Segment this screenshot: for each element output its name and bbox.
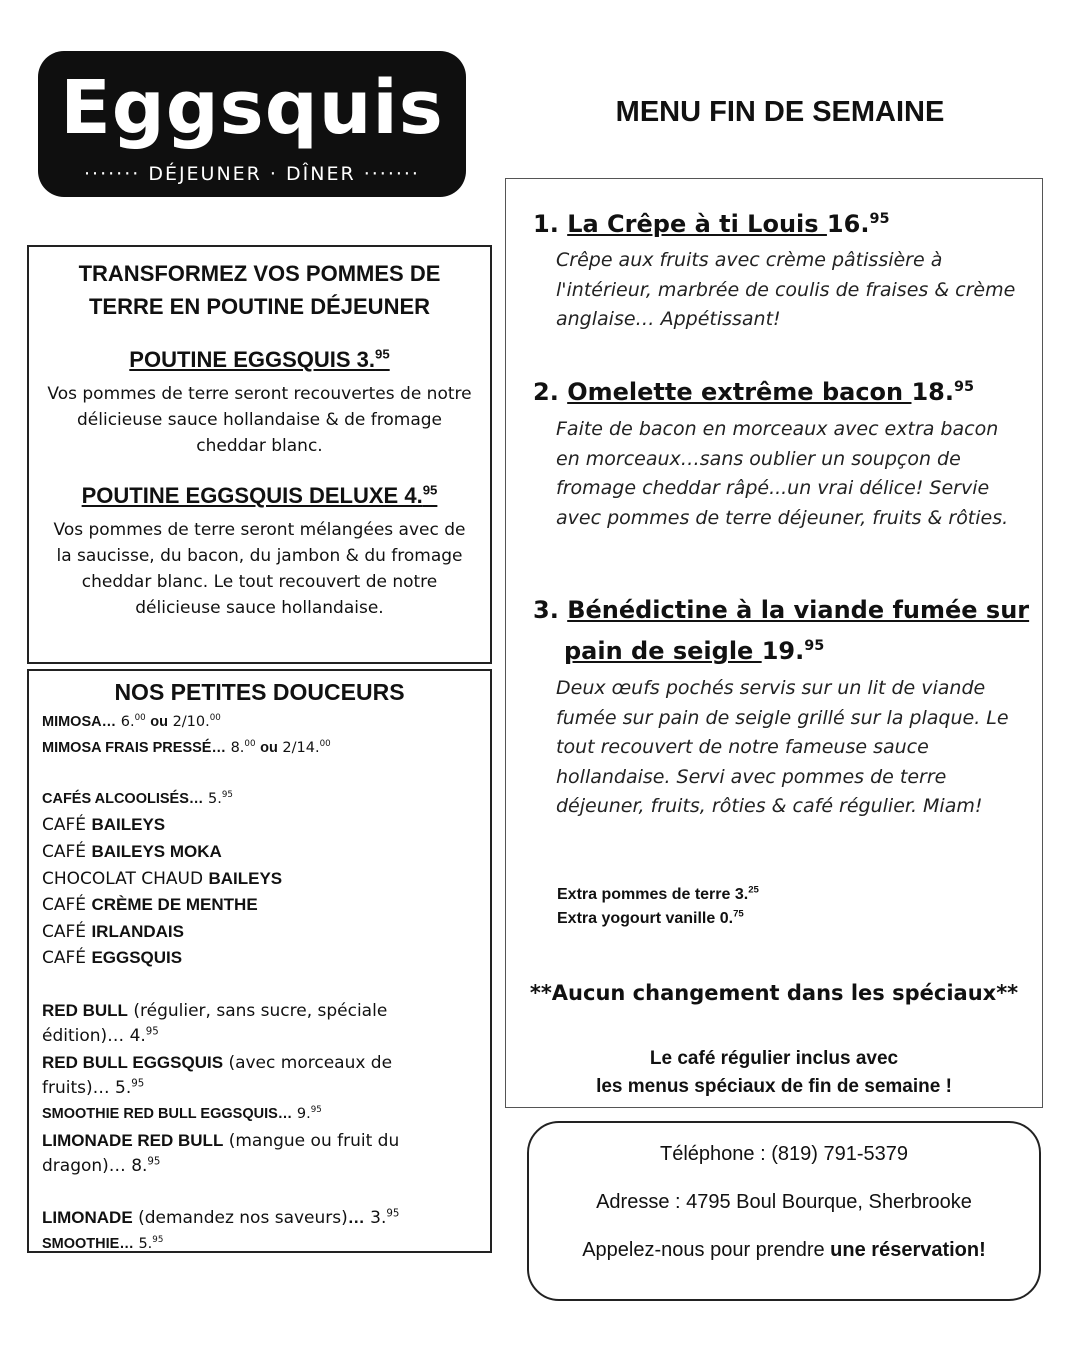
drink-line: LIMONADE RED BULL (mangue ou fruit du (42, 1130, 400, 1151)
poutine-item-description: Vos pommes de terre seront mélangées avec de la saucisse, du bacon, du jambon & du fromage cheddar blanc. Le tout recouvert de notre délicieuse sauce hollandaise. (53, 520, 466, 618)
drink-line: CAFÉ CRÈME DE MENTHE (42, 895, 258, 916)
special-description: Crêpe aux fruits avec crème pâtissière à l'intérieur, marbrée de coulis de fraises & crème anglaise… Appétissant! (556, 249, 1016, 330)
extra-item: Extra yogourt vanille 0.75 (557, 908, 744, 927)
specials-box (505, 178, 1043, 1108)
drink-line: RED BULL (régulier, sans sucre, spéciale (42, 1000, 388, 1021)
drink-line: CAFÉ BAILEYS MOKA (42, 841, 222, 862)
drink-line: CAFÉ BAILEYS (42, 815, 166, 836)
poutine-item-title: POUTINE EGGSQUIS DELUXE 4.95 (81, 482, 438, 508)
drink-line: édition)… 4.95 (42, 1026, 159, 1047)
special-description: Faite de bacon en morceaux avec extra bacon en morceaux…sans oublier un soupçon de fromage cheddar râpé...un vrai délice! Servie avec pommes de terre déjeuner, fruits & rôties. (556, 418, 1009, 529)
drink-line: CAFÉS ALCOOLISÉS… 5.95 (42, 789, 233, 807)
phone-number: Téléphone : (819) 791-5379 (660, 1143, 908, 1165)
drink-line: SMOOTHIE RED BULL EGGSQUIS… 9.95 (42, 1105, 322, 1122)
drink-line: SMOOTHIE… 5.95 (42, 1235, 164, 1252)
reservation-note: Appelez-nous pour prendre une réservation! (582, 1239, 986, 1261)
drink-line: CAFÉ IRLANDAIS (42, 921, 184, 942)
special-description: Deux œufs pochés servis sur un lit de viande fumée sur pain de seigle grillé sur la plaque. Le tout recouvert de notre fameuse sauce hollandaise. Servi avec pommes de terre déjeuner, fruits, rôties & café régulier. Miam! (556, 677, 1009, 817)
menu-title: MENU FIN DE SEMAINE (615, 96, 945, 128)
drink-line: fruits)… 5.95 (42, 1078, 145, 1099)
eggsquis-logo (38, 51, 466, 197)
special-title: 2. Omelette extrême bacon 18.95 (533, 378, 975, 406)
douceurs-box (27, 669, 492, 1253)
drink-line: CAFÉ EGGSQUIS (42, 948, 183, 969)
drink-line: dragon)… 8.95 (42, 1156, 161, 1177)
special-title: 3. Bénédictine à la viande fumée sur (533, 596, 1030, 624)
special-title-line2: pain de seigle 19.95 (564, 637, 825, 665)
drink-line: CHOCOLAT CHAUD BAILEYS (42, 868, 283, 889)
extra-item: Extra pommes de terre 3.25 (557, 884, 759, 903)
poutine-heading: TRANSFORMEZ VOS POMMES DE TERRE EN POUTINE DÉJEUNER (78, 261, 441, 319)
cafe-note: Le café régulier inclus avec les menus spéciaux de fin de semaine ! (596, 1048, 952, 1097)
address: Adresse : 4795 Boul Bourque, Sherbrooke (596, 1191, 972, 1213)
drink-line: RED BULL EGGSQUIS (avec morceaux de (42, 1052, 393, 1073)
no-change-notice: **Aucun changement dans les spéciaux** (529, 981, 1019, 1005)
logo-wordmark: Eggsquis (60, 65, 444, 151)
logo-tagline: ······· DÉJEUNER · DÎNER ······· (84, 163, 420, 185)
douceurs-heading: NOS PETITES DOUCEURS (114, 679, 405, 705)
poutine-item-description: Vos pommes de terre seront recouvertes de notre délicieuse sauce hollandaise & de fromage cheddar blanc. (47, 384, 472, 456)
extras-list (557, 883, 759, 931)
poutine-box (27, 245, 492, 664)
poutine-item-title: POUTINE EGGSQUIS 3.95 (129, 346, 390, 372)
drink-line: LIMONADE (demandez nos saveurs)… 3.95 (42, 1208, 400, 1229)
drink-line: MIMOSA… 6.00 ou 2/10.00 (42, 713, 221, 730)
special-title: 1. La Crêpe à ti Louis 16.95 (533, 210, 890, 238)
drink-line: MIMOSA FRAIS PRESSÉ… 8.00 ou 2/14.00 (42, 738, 331, 756)
contact-box (527, 1121, 1041, 1301)
